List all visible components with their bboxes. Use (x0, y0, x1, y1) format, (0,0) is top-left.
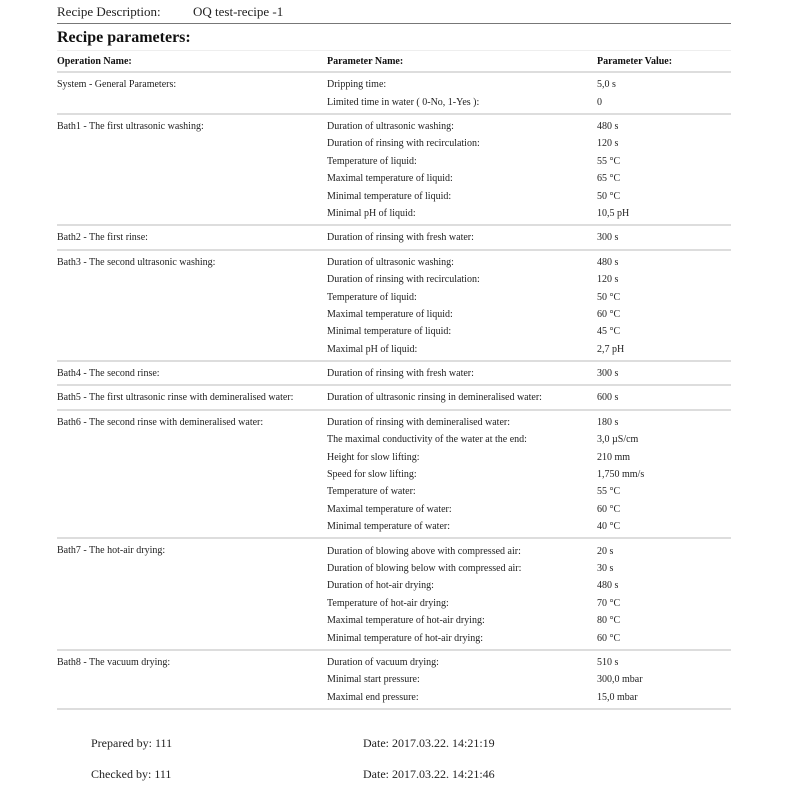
checked-date: Date: 2017.03.22. 14:21:46 (363, 767, 495, 781)
table-row (327, 187, 731, 204)
table-row (327, 414, 731, 431)
table-row (327, 654, 731, 671)
parameter-list (327, 118, 731, 222)
table-row (327, 483, 731, 500)
parameter-name: Maximal pH of liquid: (327, 343, 418, 355)
parameter-name: Temperature of hot-air drying: (327, 597, 449, 609)
parameter-list (327, 654, 731, 706)
operation-group (57, 651, 731, 710)
parameter-value: 70 °C (597, 597, 621, 609)
parameter-name: Temperature of liquid: (327, 291, 417, 303)
operation-name: Bath4 - The second rinse: (57, 367, 160, 379)
parameter-value: 480 s (597, 580, 619, 592)
parameter-name: Duration of rinsing with recirculation: (327, 138, 480, 150)
parameter-name: Duration of rinsing with recirculation: (327, 274, 480, 286)
table-row (327, 340, 731, 357)
parameter-value: 60 °C (597, 503, 621, 515)
parameter-value: 40 °C (597, 521, 621, 533)
parameter-name: Minimal temperature of hot-air drying: (327, 632, 484, 644)
parameter-value: 80 °C (597, 615, 621, 627)
parameter-list (327, 76, 731, 111)
parameter-value: 210 mm (597, 451, 631, 463)
prepared-by: Prepared by: 111 (91, 736, 173, 750)
table-row (327, 153, 731, 170)
operation-name: Bath6 - The second rinse with demineralised water: (57, 416, 264, 428)
parameter-name: Duration of rinsing with fresh water: (327, 232, 474, 244)
parameter-value: 45 °C (597, 326, 621, 338)
parameter-name: Duration of vacuum drying: (327, 656, 439, 668)
parameter-name: Maximal temperature of hot-air drying: (327, 615, 485, 627)
operation-name: Bath8 - The vacuum drying: (57, 656, 171, 668)
recipe-description-value: OQ test-recipe -1 (193, 4, 284, 19)
parameter-value: 55 °C (597, 155, 621, 167)
operation-name: System - General Parameters: (57, 79, 177, 90)
column-header-parameter-name: Parameter Name: (327, 56, 404, 67)
parameter-value: 300 s (597, 368, 619, 380)
operation-name: Bath2 - The first rinse: (57, 232, 148, 244)
parameter-value: 60 °C (597, 632, 621, 644)
parameter-name: Maximal temperature of liquid: (327, 308, 453, 320)
parameter-value: 300,0 mbar (597, 674, 643, 686)
parameter-name: Temperature of liquid: (327, 155, 417, 167)
table-row (327, 389, 731, 406)
parameter-value: 120 s (597, 138, 619, 150)
parameter-value: 180 s (597, 416, 619, 428)
parameter-name: Duration of blowing below with compressed air: (327, 563, 522, 574)
table-row (327, 431, 731, 448)
parameter-name: Dripping time: (327, 79, 387, 91)
parameter-value: 30 s (597, 563, 614, 574)
parameter-value: 10,5 pH (597, 207, 630, 219)
parameter-value: 50 °C (597, 190, 621, 202)
table-row (327, 671, 731, 688)
parameter-name: Minimal temperature of water: (327, 521, 451, 533)
parameter-value: 2,7 pH (597, 343, 625, 355)
parameter-name: Minimal pH of liquid: (327, 207, 416, 219)
table-row (327, 612, 731, 629)
operation-name: Bath3 - The second ultrasonic washing: (57, 256, 216, 268)
table-row (327, 170, 731, 187)
table-row (327, 501, 731, 518)
parameter-name: Maximal temperature of water: (327, 503, 452, 515)
prepared-date: Date: 2017.03.22. 14:21:19 (363, 736, 495, 750)
checked-by: Checked by: 111 (91, 767, 172, 781)
prepared-by-row (91, 736, 495, 751)
parameter-value: 20 s (597, 545, 614, 557)
parameter-list (327, 542, 731, 646)
table-row (327, 689, 731, 706)
parameter-list (327, 414, 731, 536)
parameter-name: Speed for slow lifting: (327, 469, 417, 481)
header-divider (57, 23, 731, 24)
parameter-name: Duration of hot-air drying: (327, 580, 434, 592)
parameter-name: Temperature of water: (327, 486, 416, 498)
operation-group (57, 115, 731, 226)
parameter-name: Maximal end pressure: (327, 691, 419, 703)
parameter-name: Minimal temperature of liquid: (327, 190, 452, 202)
table-header (57, 52, 731, 73)
recipe-description-label: Recipe Description: (57, 4, 161, 19)
parameter-value: 600 s (597, 392, 619, 404)
operation-group (57, 386, 731, 410)
parameter-value: 0 (597, 96, 602, 108)
recipe-description-row (57, 4, 283, 20)
table-row (327, 518, 731, 535)
table-row (327, 560, 731, 577)
parameter-list (327, 229, 731, 246)
parameter-name: Limited time in water ( 0-No, 1-Yes ): (327, 96, 480, 108)
parameter-list (327, 254, 731, 358)
parameter-value: 510 s (597, 656, 619, 668)
parameter-name: Maximal temperature of liquid: (327, 173, 453, 185)
parameter-value: 300 s (597, 232, 619, 244)
operation-group (57, 73, 731, 115)
table-row (327, 76, 731, 93)
operation-group (57, 362, 731, 386)
parameter-name: Duration of blowing above with compressed air: (327, 545, 521, 557)
table-row (327, 595, 731, 612)
parameter-value: 480 s (597, 256, 619, 268)
table-row (327, 288, 731, 305)
table-row (327, 466, 731, 483)
parameter-value: 3,0 µS/cm (597, 434, 639, 446)
checked-by-row (91, 767, 495, 782)
table-row (327, 365, 731, 382)
parameter-name: Duration of ultrasonic rinsing in demineralised water: (327, 392, 542, 404)
parameter-value: 1,750 mm/s (597, 469, 645, 481)
operation-group (57, 539, 731, 650)
parameter-name: Height for slow lifting: (327, 451, 420, 463)
operation-group (57, 226, 731, 250)
table-row (327, 323, 731, 340)
operation-group (57, 251, 731, 362)
table-row (327, 629, 731, 646)
column-header-parameter-value: Parameter Value: (597, 56, 673, 67)
table-row (327, 135, 731, 152)
table-row (327, 271, 731, 288)
parameter-value: 50 °C (597, 291, 621, 303)
parameter-list (327, 365, 731, 382)
table-row (327, 577, 731, 594)
parameter-name: Duration of ultrasonic washing: (327, 120, 454, 132)
table-row (327, 448, 731, 465)
operation-name: Bath5 - The first ultrasonic rinse with demineralised water: (57, 392, 294, 404)
table-row (327, 254, 731, 271)
parameter-value: 15,0 mbar (597, 691, 638, 703)
parameter-value: 120 s (597, 274, 619, 286)
parameter-name: Duration of rinsing with fresh water: (327, 368, 474, 380)
table-row (327, 118, 731, 135)
parameter-name: Duration of rinsing with demineralised water: (327, 416, 511, 428)
parameter-value: 5,0 s (597, 79, 616, 91)
operation-group (57, 411, 731, 540)
recipe-parameters-table (57, 52, 731, 710)
parameter-name: The maximal conductivity of the water at the end: (327, 434, 527, 446)
table-row (327, 306, 731, 323)
operation-name: Bath7 - The hot-air drying: (57, 545, 166, 557)
parameter-name: Minimal temperature of liquid: (327, 326, 452, 338)
parameter-list (327, 389, 731, 406)
parameter-name: Minimal start pressure: (327, 674, 420, 686)
table-row (327, 205, 731, 222)
title-divider (57, 50, 731, 51)
section-title: Recipe parameters: (57, 29, 191, 46)
parameter-value: 480 s (597, 120, 619, 132)
operation-name: Bath1 - The first ultrasonic washing: (57, 120, 204, 132)
parameter-value: 65 °C (597, 173, 621, 185)
table-row (327, 93, 731, 110)
table-row (327, 229, 731, 246)
parameter-value: 60 °C (597, 308, 621, 320)
table-body (57, 73, 731, 710)
column-header-operation: Operation Name: (57, 56, 132, 67)
parameter-name: Duration of ultrasonic washing: (327, 256, 454, 268)
table-row (327, 542, 731, 559)
parameter-value: 55 °C (597, 486, 621, 498)
